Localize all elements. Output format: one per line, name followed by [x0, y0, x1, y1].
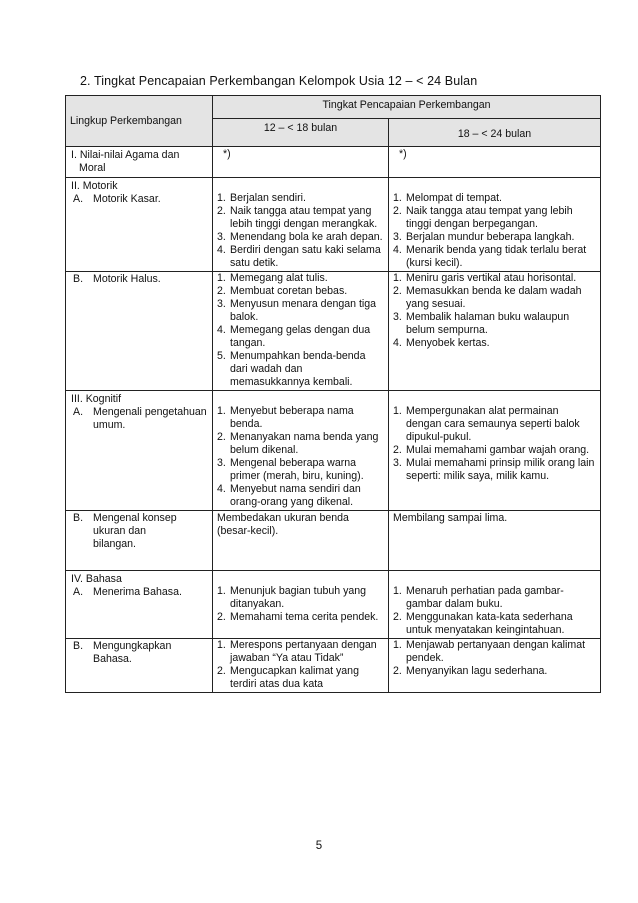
list-item: 2. Mengucapkan kalimat yang terdiri atas dua kata [217, 665, 359, 690]
list-item: 1. Merespons pertanyaan dengan jawaban “Ya atau Tidak” [217, 639, 377, 664]
bahasa-menerima-letter: A. [73, 586, 84, 598]
list-item: 2. Naik tangga atau tempat yang lebih tinggi dengan merangkak. [217, 205, 378, 230]
motorik-kasar-label-cell [66, 178, 213, 272]
list-item: 1. Melompat di tempat. [393, 192, 502, 204]
list-item: 2. Menggunakan kata-kata sederhana untuk menyatakan keingintahuan. [393, 611, 573, 636]
bahasa-menerima-b-cell [389, 571, 601, 639]
list-item: 1. Berjalan sendiri. [217, 192, 306, 204]
table-row-agama [66, 147, 601, 178]
kognitif-mengenali-label: Mengenali pengetahuan umum. [93, 406, 207, 431]
page-number: 5 [315, 840, 323, 852]
header-lingkup-cell [66, 96, 213, 147]
motorik-halus-label-cell [66, 272, 213, 391]
list-item: 2. Naik tangga atau tempat yang lebih tinggi dengan berpegangan. [393, 205, 573, 230]
bahasa-mengungkapkan-a-cell [213, 639, 389, 693]
list-item: 2. Menanyakan nama benda yang belum dikenal. [217, 431, 379, 456]
list-item: 3. Membalik halaman buku walaupun belum sempurna. [393, 311, 570, 336]
list-item: 2. Memasukkan benda ke dalam wadah yang sesuai. [393, 285, 582, 310]
motorik-halus-letter: B. [73, 273, 84, 285]
table-row-motorik-kasar [66, 178, 601, 272]
bahasa-menerima-a-cell [213, 571, 389, 639]
motorik-halus-label: Motorik Halus. [93, 273, 161, 285]
list-item: 3. Berjalan mundur beberapa langkah. [393, 231, 575, 243]
list-item: 4. Memegang gelas dengan dua tangan. [217, 324, 371, 349]
kognitif-konsep-letter: B. [73, 512, 84, 524]
agama-a-cell [213, 147, 389, 178]
agama-label: I. Nilai-nilai Agama dan [71, 149, 180, 161]
list-item: 2. Mulai memahami gambar wajah orang. [393, 444, 590, 456]
bahasa-section-label: IV. Bahasa [71, 573, 122, 585]
list-item: 2. Menyanyikan lagu sederhana. [393, 665, 548, 677]
agama-b: *) [399, 148, 407, 160]
list-item: 4. Berdiri dengan satu kaki selama satu detik. [217, 244, 381, 269]
list-item: 2. Memahami tema cerita pendek. [217, 611, 379, 623]
list-item: 4. Menyebut nama sendiri dan orang-orang yang dikenal. [217, 483, 361, 508]
list-item: 2. Membuat coretan bebas. [217, 285, 348, 297]
kognitif-konsep-a: Membedakan ukuran benda (besar-kecil). [217, 512, 349, 537]
agama-label-cell [66, 147, 213, 178]
list-item: 4. Menarik benda yang tidak terlalu berat (kursi kecil). [393, 244, 587, 269]
table-row-motorik-halus [66, 272, 601, 391]
kognitif-konsep-b-cell [389, 511, 601, 571]
motorik-kasar-a-cell [213, 178, 389, 272]
table-row-bahasa-menerima [66, 571, 601, 639]
table-row-bahasa-mengungkapkan [66, 639, 601, 693]
agama-b-cell [389, 147, 601, 178]
motorik-section-label: II. Motorik [71, 180, 118, 192]
header-row [66, 96, 601, 119]
list-item: 1. Menjawab pertanyaan dengan kalimat pendek. [393, 639, 586, 664]
list-item: 4. Menyobek kertas. [393, 337, 490, 349]
list-item: 3. Menendang bola ke arah depan. [217, 231, 383, 243]
kognitif-mengenali-letter: A. [73, 406, 84, 418]
table-row-kognitif-konsep [66, 511, 601, 571]
page-heading: 2. Tingkat Pencapaian Perkembangan Kelompok Usia 12 – < 24 Bulan [80, 74, 478, 88]
header-col-b: 18 – < 24 bulan [457, 128, 532, 140]
list-item: 1. Menaruh perhatian pada gambar-gambar dalam buku. [393, 585, 564, 610]
header-col-a-cell [213, 119, 389, 147]
bahasa-menerima-label: Menerima Bahasa. [93, 586, 182, 598]
bahasa-mengungkapkan-label-cell [66, 639, 213, 693]
list-item: 1. Mempergunakan alat permainan dengan cara semaunya seperti balok dipukul-pukul. [393, 405, 580, 443]
header-col-a: 12 – < 18 bulan [263, 122, 338, 134]
kognitif-section-label: III. Kognitif [71, 393, 122, 405]
header-tingkat: Tingkat Pencapaian Perkembangan [322, 99, 491, 111]
list-item: 1. Menyebut beberapa nama benda. [217, 405, 354, 430]
kognitif-konsep-label-cell [66, 511, 213, 571]
motorik-halus-a-cell [213, 272, 389, 391]
kognitif-konsep-b: Membilang sampai lima. [393, 512, 508, 524]
motorik-halus-b-cell [389, 272, 601, 391]
agama-label-2: Moral [79, 162, 106, 174]
bahasa-mengungkapkan-letter: B. [73, 640, 84, 652]
table-row-kognitif-mengenali [66, 391, 601, 511]
kognitif-konsep-label: Mengenal konsep ukuran dan bilangan. [93, 512, 177, 550]
bahasa-mengungkapkan-b-cell [389, 639, 601, 693]
kognitif-mengenali-b-cell [389, 391, 601, 511]
header-col-b-cell [389, 119, 601, 147]
list-item: 5. Menumpahkan benda-benda dari wadah dan memasukkannya kembali. [217, 350, 366, 388]
motorik-kasar-letter: A. [73, 193, 84, 205]
list-item: 3. Menyusun menara dengan tiga balok. [217, 298, 377, 323]
list-item: 3. Mulai memahami prinsip milik orang lain seperti: milik saya, milik kamu. [393, 457, 595, 482]
motorik-kasar-label: Motorik Kasar. [93, 193, 161, 205]
kognitif-mengenali-label-cell [66, 391, 213, 511]
header-lingkup: Lingkup Perkembangan [70, 114, 182, 127]
bahasa-mengungkapkan-label: Mengungkapkan Bahasa. [93, 640, 172, 665]
list-item: 1. Meniru garis vertikal atau horisontal. [393, 272, 577, 284]
list-item: 3. Mengenal beberapa warna primer (merah, biru, kuning). [217, 457, 364, 482]
header-tingkat-cell [213, 96, 601, 119]
motorik-kasar-b-cell [389, 178, 601, 272]
list-item: 1. Menunjuk bagian tubuh yang ditanyakan. [217, 585, 367, 610]
kognitif-mengenali-a-cell [213, 391, 389, 511]
bahasa-menerima-label-cell [66, 571, 213, 639]
list-item: 1. Memegang alat tulis. [217, 272, 328, 284]
development-table [65, 95, 601, 693]
kognitif-konsep-a-cell [213, 511, 389, 571]
agama-a: *) [223, 148, 231, 160]
